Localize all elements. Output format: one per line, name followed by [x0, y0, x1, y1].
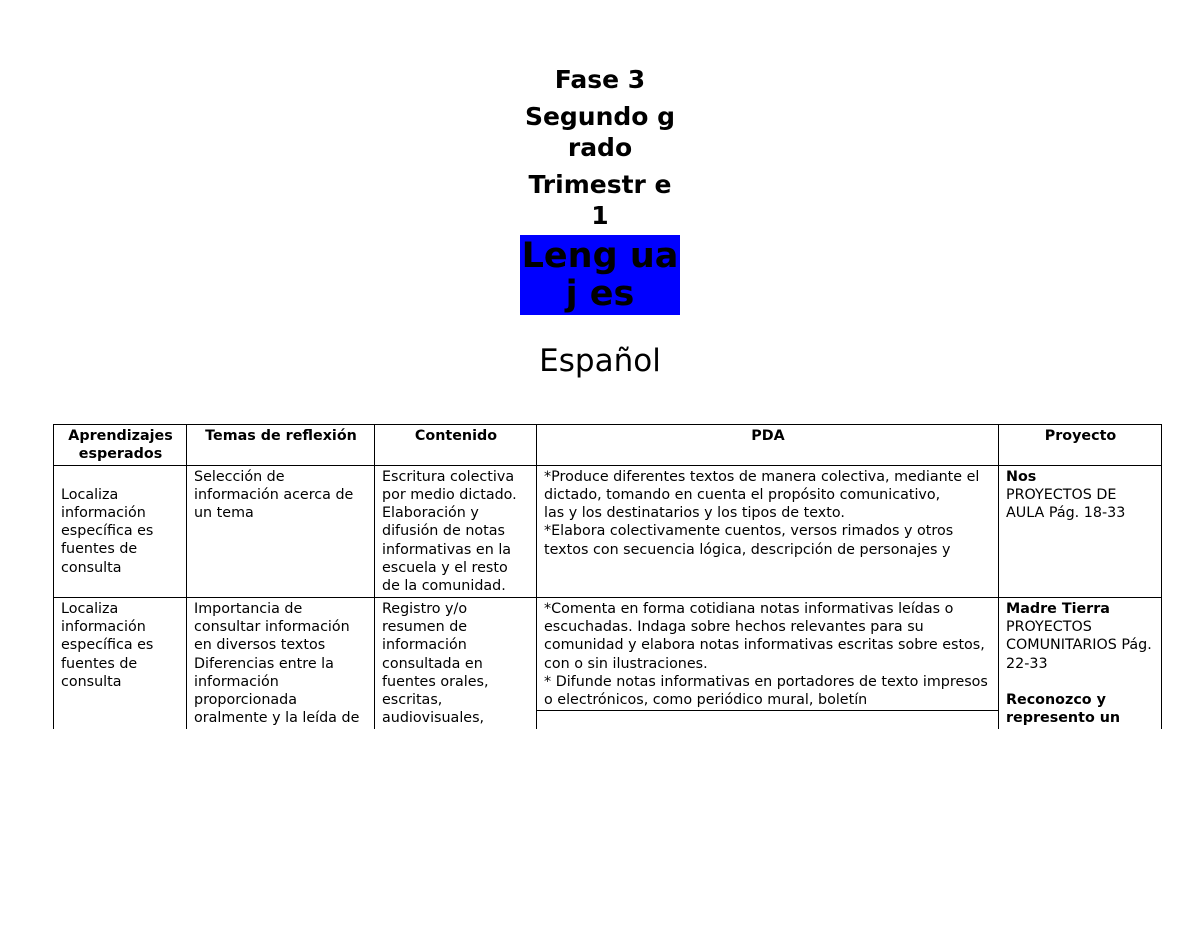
- cell-temas: Selección de información acerca de un tema: [187, 465, 375, 597]
- campo-formativo-highlight: Leng ua j es: [521, 236, 679, 314]
- cell-contenido: Escritura colectiva por medio dictado. Elaboración y difusión de notas informativas en la escuela y el resto de la comunidad.: [375, 465, 537, 597]
- cell-aprendizajes: Localiza información específica es fuentes de consulta: [54, 597, 187, 729]
- header-proyecto: Proyecto: [999, 425, 1162, 466]
- document-header: [0, 64, 1200, 379]
- proyecto-detail: PROYECTOS DE AULA Pág. 18-33: [1006, 486, 1126, 522]
- pda-text: *Comenta en forma cotidiana notas informativas leídas o escuchadas. Indaga sobre hechos relevantes para su comunidad y elabora notas informativas escritas sobre estos, con o sin ilustraciones. * Difunde notas informativas en portadores de texto impresos o electrónicos, como periódico mural, boletín: [537, 600, 998, 712]
- proyecto-title: Madre Tierra: [1006, 600, 1110, 617]
- trimestre-heading: Trimestr e 1: [528, 170, 672, 230]
- cell-proyecto: [999, 597, 1162, 729]
- table-row: [54, 465, 1162, 597]
- planning-table: [53, 424, 1162, 729]
- cell-contenido: Registro y/o resumen de información consultada en fuentes orales, escritas, audiovisuales,: [375, 597, 537, 729]
- cell-aprendizajes: [54, 465, 187, 597]
- proyecto-title: Nos: [1006, 468, 1037, 485]
- aprendizajes-text: Localiza información específica es fuentes de consulta: [61, 486, 154, 576]
- header-pda: PDA: [537, 425, 999, 466]
- cell-pda: *Produce diferentes textos de manera colectiva, mediante el dictado, tomando en cuenta el propósito comunicativo, las y los destinatarios y los tipos de texto. *Elabora colectivamente cuentos, versos rimados y otros textos con secuencia lógica, descripción de personajes y: [537, 465, 999, 597]
- cell-proyecto: [999, 465, 1162, 597]
- header-temas: Temas de reflexión: [187, 425, 375, 466]
- grado-heading: Segundo grado: [524, 102, 676, 162]
- proyecto-detail: PROYECTOS COMUNITARIOS Pág. 22-33: [1006, 618, 1152, 672]
- cell-pda: [537, 597, 999, 729]
- cell-temas: Importancia de consultar información en diversos textos Diferencias entre la información proporcionada oralmente y la leída de: [187, 597, 375, 729]
- fase-heading: Fase 3: [554, 65, 646, 94]
- asignatura-title: Español: [539, 343, 661, 379]
- proyecto-title-secondary: Reconozco y represento un: [1006, 691, 1121, 727]
- header-contenido: Contenido: [375, 425, 537, 466]
- header-aprendizajes: Aprendizajes esperados: [54, 425, 187, 466]
- table-header-row: [54, 425, 1162, 466]
- table-row: [54, 597, 1162, 729]
